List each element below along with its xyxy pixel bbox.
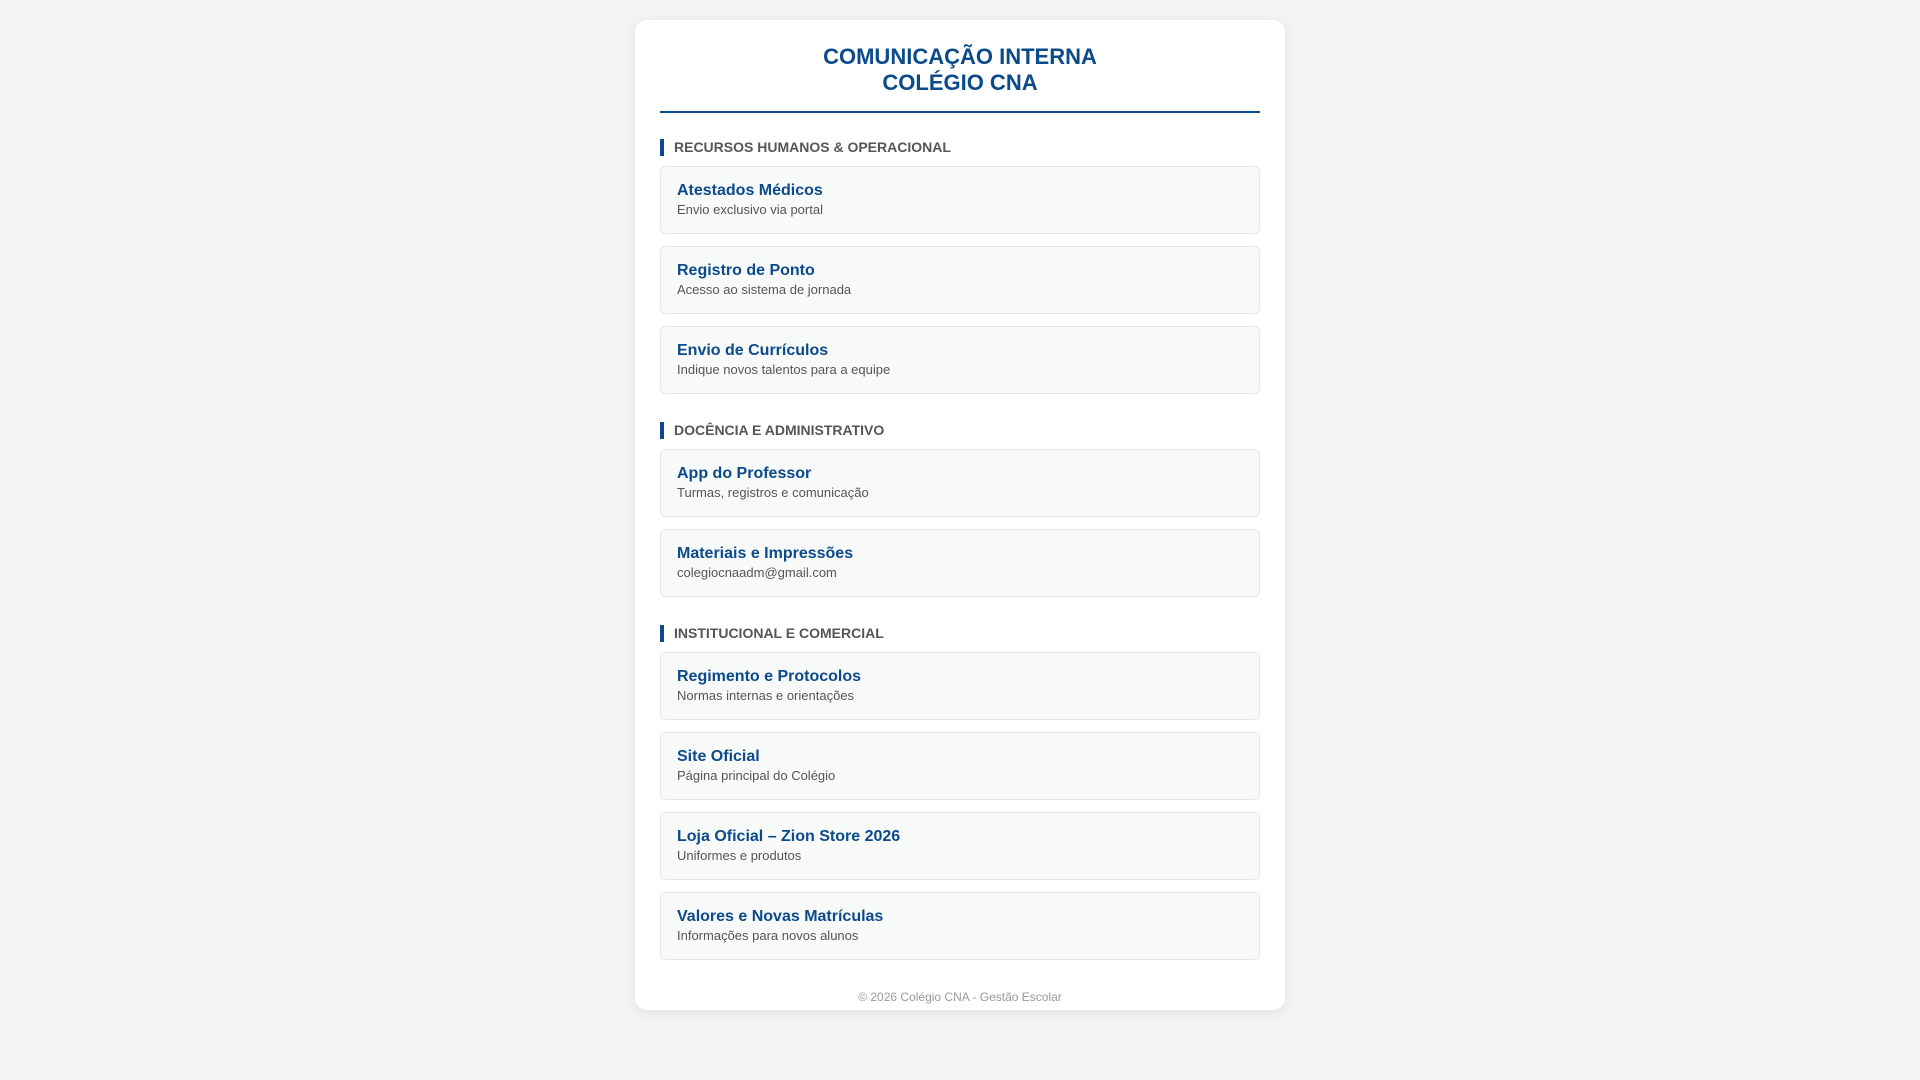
link-title: Registro de Ponto (677, 262, 815, 279)
link-site-oficial[interactable] (660, 732, 1260, 800)
section-docencia-administrativo (660, 422, 1260, 597)
link-title: Atestados Médicos (677, 182, 823, 199)
link-subtitle: Acesso ao sistema de jornada (677, 282, 852, 297)
link-subtitle: Informações para novos alunos (677, 928, 859, 943)
link-title: Envio de Currículos (677, 342, 829, 359)
link-valores-e-matriculas[interactable] (660, 892, 1260, 960)
link-title: Valores e Novas Matrículas (677, 908, 884, 925)
link-atestados-medicos[interactable] (660, 166, 1260, 234)
page-title (660, 44, 1260, 113)
link-title: Materiais e Impressões (677, 545, 854, 562)
link-app-do-professor[interactable] (660, 449, 1260, 517)
link-subtitle: Página principal do Colégio (677, 768, 836, 783)
page-title-line-1: COMUNICAÇÃO INTERNA (823, 44, 1097, 69)
link-title: Site Oficial (677, 748, 760, 765)
link-subtitle: Turmas, registros e comunicação (677, 485, 869, 500)
link-regimento-e-protocolos[interactable] (660, 652, 1260, 720)
main-card (635, 20, 1285, 1010)
link-subtitle: Normas internas e orientações (677, 688, 855, 703)
footer-copyright: © 2026 Colégio CNA - Gestão Escolar (858, 990, 1062, 1004)
link-envio-de-curriculos[interactable] (660, 326, 1260, 394)
link-loja-oficial[interactable] (660, 812, 1260, 880)
link-registro-de-ponto[interactable] (660, 246, 1260, 314)
link-subtitle: colegiocnaadm@gmail.com (677, 565, 837, 580)
page-title-line-2: COLÉGIO CNA (882, 70, 1038, 95)
section-title: RECURSOS HUMANOS & OPERACIONAL (660, 139, 1260, 156)
section-rh-operacional (660, 139, 1260, 394)
link-title: Loja Oficial – Zion Store 2026 (677, 828, 901, 845)
link-materiais-e-impressoes[interactable] (660, 529, 1260, 597)
section-title: DOCÊNCIA E ADMINISTRATIVO (660, 422, 1260, 439)
link-title: Regimento e Protocolos (677, 668, 862, 685)
section-title: INSTITUCIONAL E COMERCIAL (660, 625, 1260, 642)
link-subtitle: Indique novos talentos para a equipe (677, 362, 891, 377)
link-subtitle: Envio exclusivo via portal (677, 202, 823, 217)
link-subtitle: Uniformes e produtos (677, 848, 802, 863)
link-title: App do Professor (677, 465, 812, 482)
section-institucional-comercial (660, 625, 1260, 960)
